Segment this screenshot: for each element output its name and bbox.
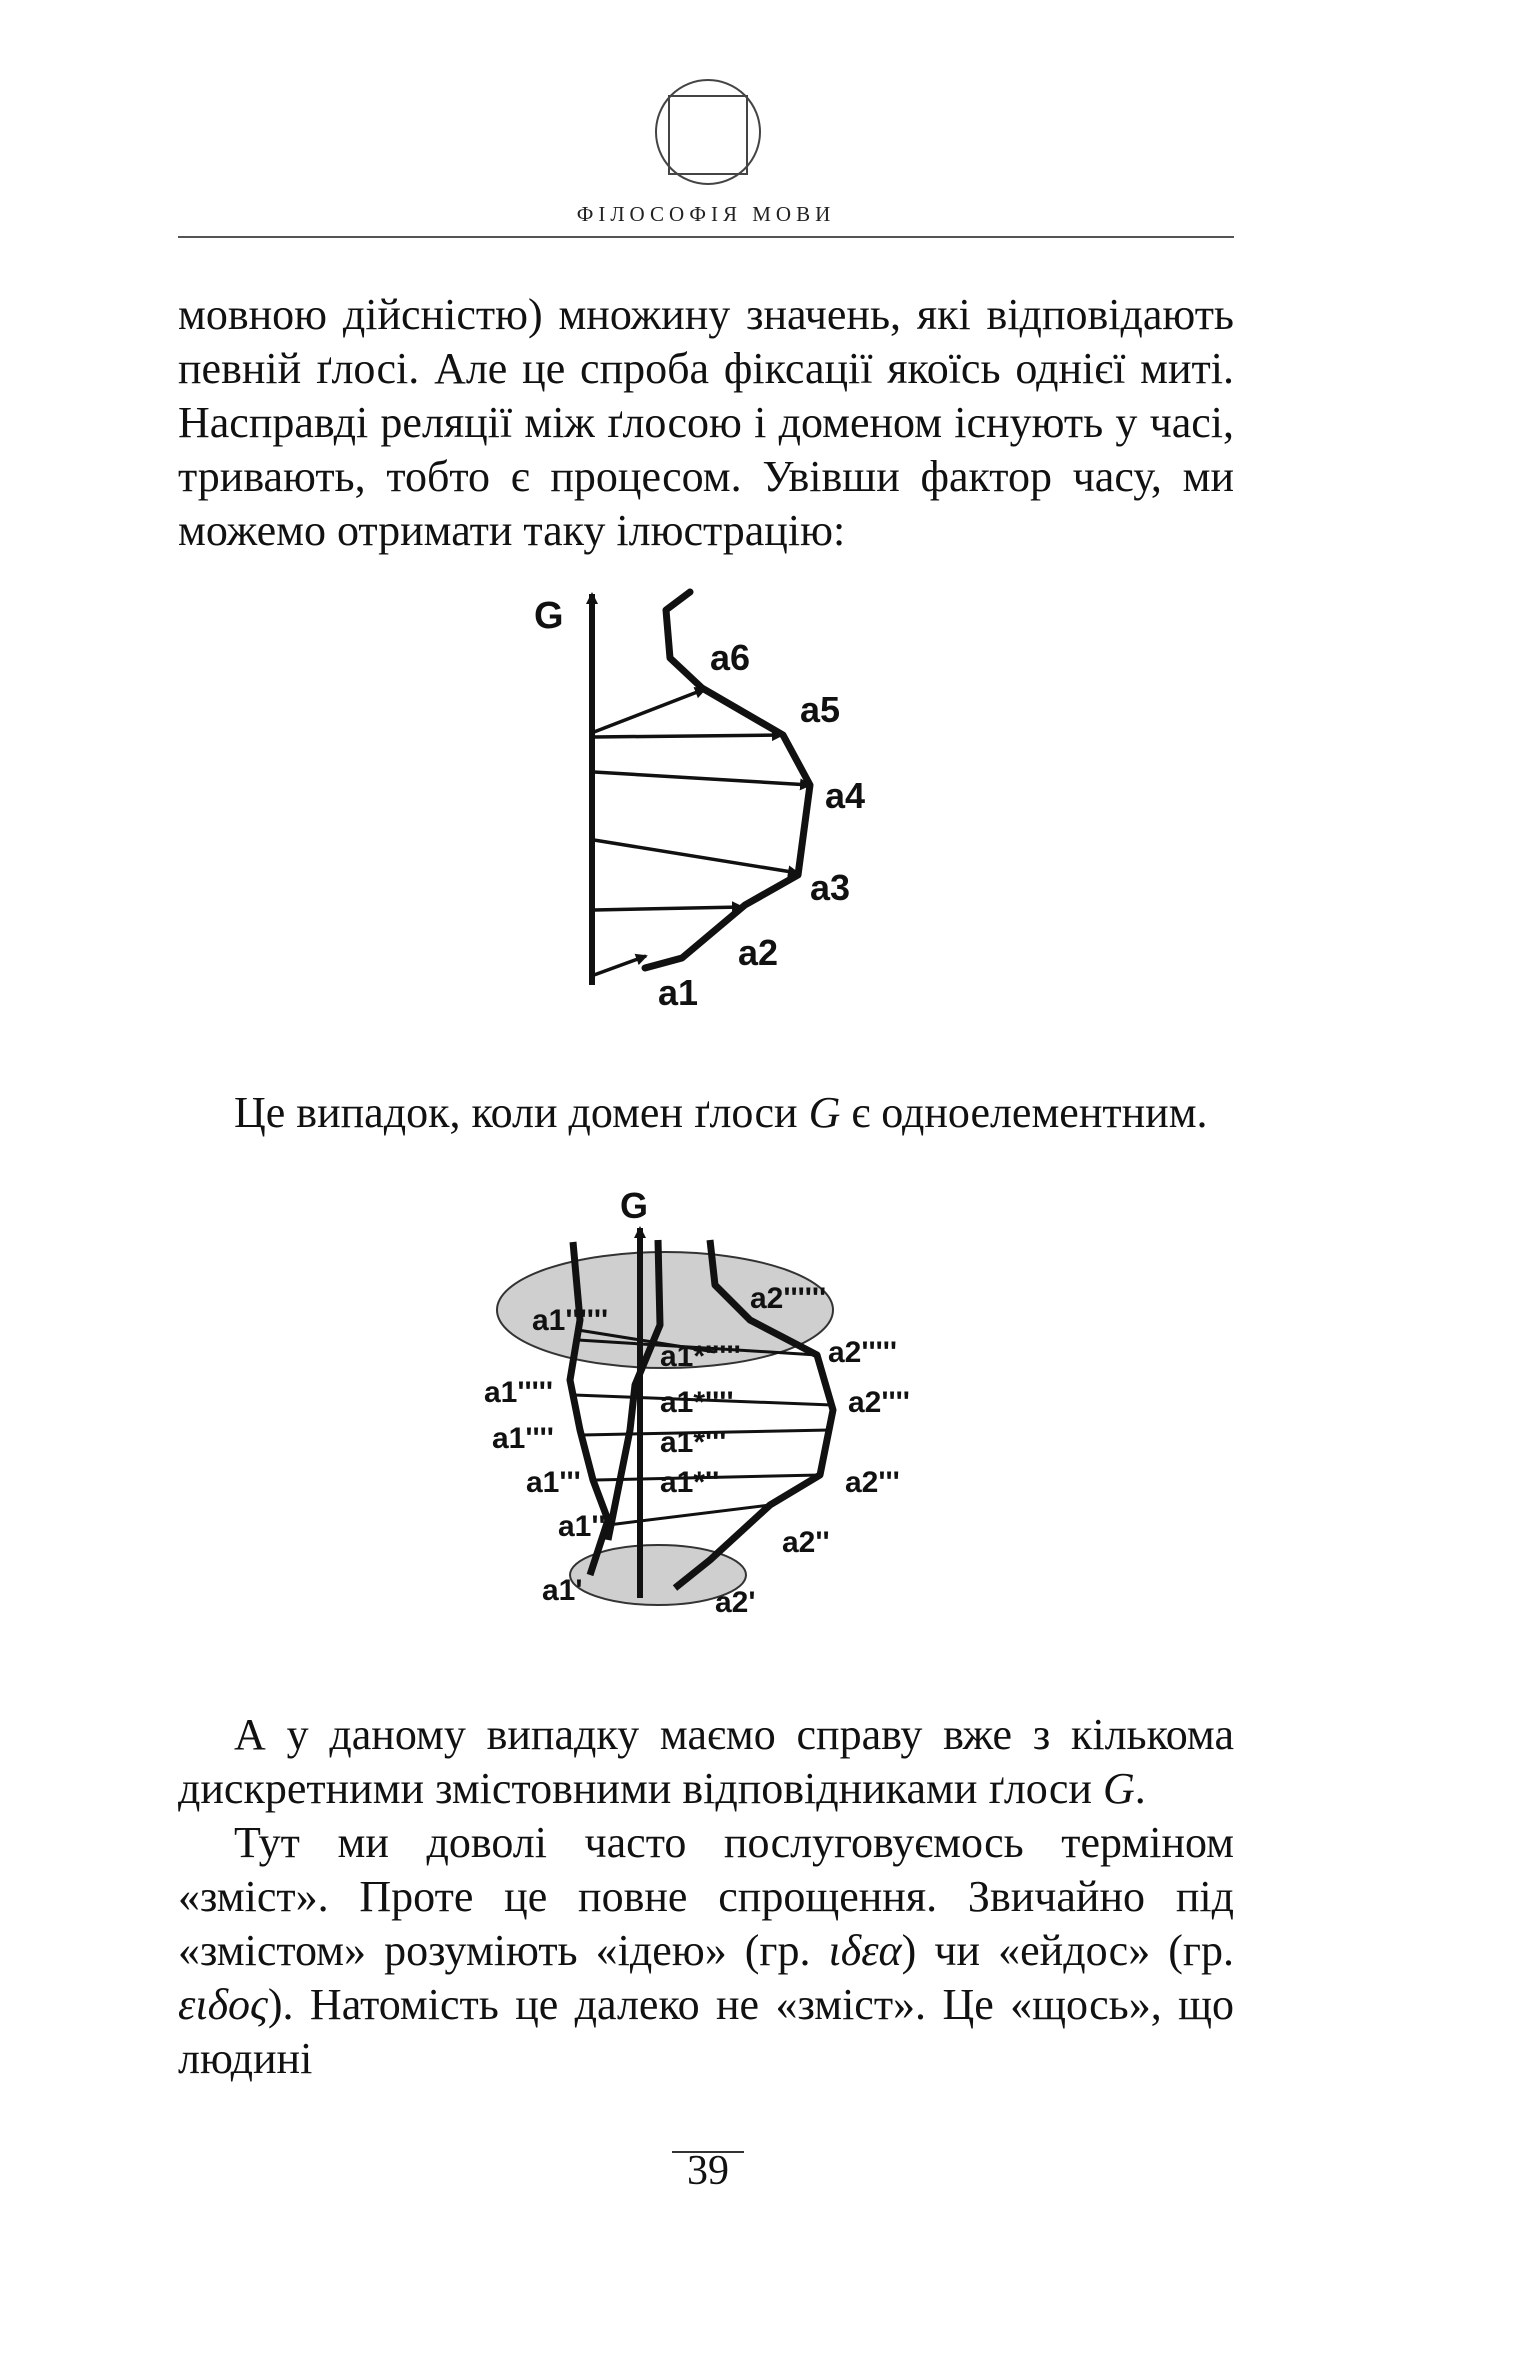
right-label-5: a2''''' bbox=[828, 1336, 898, 1369]
left-label-2: a1'' bbox=[558, 1510, 606, 1543]
paragraph-2-variable: G bbox=[1102, 1764, 1135, 1813]
paragraph-2-text-b: . bbox=[1134, 1764, 1146, 1813]
label-a2: a2 bbox=[738, 932, 779, 973]
greek-eidos: ειδος bbox=[178, 1980, 268, 2029]
right-label-3: a2''' bbox=[845, 1466, 900, 1499]
figure-1-diagram bbox=[520, 580, 900, 1020]
center-label-5: a1*''''' bbox=[660, 1340, 741, 1373]
caption-1-text-a: Це випадок, коли домен ґлоси bbox=[234, 1088, 809, 1137]
page-number: 39 bbox=[687, 2148, 729, 2194]
paragraph-3-text-c: ). Натомість це далеко не «зміст». Це «щось», що людині bbox=[178, 1980, 1234, 2083]
paragraph-3 bbox=[178, 1816, 1234, 2086]
g-axis-label-2: G bbox=[620, 1185, 649, 1226]
center-label-2: a1*'' bbox=[660, 1466, 720, 1499]
left-label-3: a1''' bbox=[526, 1466, 581, 1499]
left-label-5: a1''''' bbox=[484, 1376, 554, 1409]
caption-1-variable: G bbox=[808, 1088, 841, 1137]
paragraph-2-text-a: А у даному випадку маємо справу вже з кількома дискретними змістовними відповідниками ґлоси bbox=[178, 1710, 1234, 1813]
right-label-4: a2'''' bbox=[848, 1386, 910, 1419]
greek-idea: ιδεα bbox=[828, 1926, 902, 1975]
emblem-circle-square-icon bbox=[648, 70, 768, 200]
left-label-1: a1' bbox=[542, 1574, 583, 1607]
paragraph-1: мовною дійсністю) множину значень, які відповідають певній ґлосі. Але це спроба фіксації якоїсь однієї миті. Насправді реляції між ґлосою і доменом існують у часі, тривають, тобто є процесом. Увівши фактор часу, ми можемо отримати таку ілюстрацію: bbox=[178, 290, 1234, 555]
figure-2-diagram bbox=[470, 1180, 950, 1640]
caption-1 bbox=[178, 1086, 1234, 1140]
right-label-2: a2'' bbox=[782, 1526, 830, 1559]
center-label-4: a1*'''' bbox=[660, 1386, 734, 1419]
label-a5: a5 bbox=[800, 689, 841, 730]
header-rule bbox=[178, 236, 1234, 238]
center-label-3: a1*''' bbox=[660, 1426, 727, 1459]
label-a1: a1 bbox=[658, 972, 699, 1013]
g-axis-label: G bbox=[534, 595, 564, 637]
right-label-1: a2' bbox=[715, 1586, 756, 1619]
paragraph-3-text-a: Тут ми доволі часто послуговуємось терміном «зміст». Проте це повне спрощення. Звичайно під «змістом» розуміють «ідею» (гр. bbox=[178, 1818, 1234, 1975]
left-label-4: a1'''' bbox=[492, 1422, 554, 1455]
paragraph-3-text-b: ) чи «ейдос» (гр. bbox=[901, 1926, 1234, 1975]
label-a6: a6 bbox=[710, 637, 751, 678]
running-head: ФІЛОСОФІЯ МОВИ bbox=[576, 202, 836, 226]
paragraph-2 bbox=[178, 1708, 1234, 1816]
label-a3: a3 bbox=[810, 867, 851, 908]
label-a4: a4 bbox=[825, 775, 866, 816]
left-label-6: a1'''''' bbox=[532, 1304, 609, 1337]
caption-1-text-b: є одноелементним. bbox=[840, 1088, 1208, 1137]
right-label-6: a2'''''' bbox=[750, 1282, 827, 1315]
